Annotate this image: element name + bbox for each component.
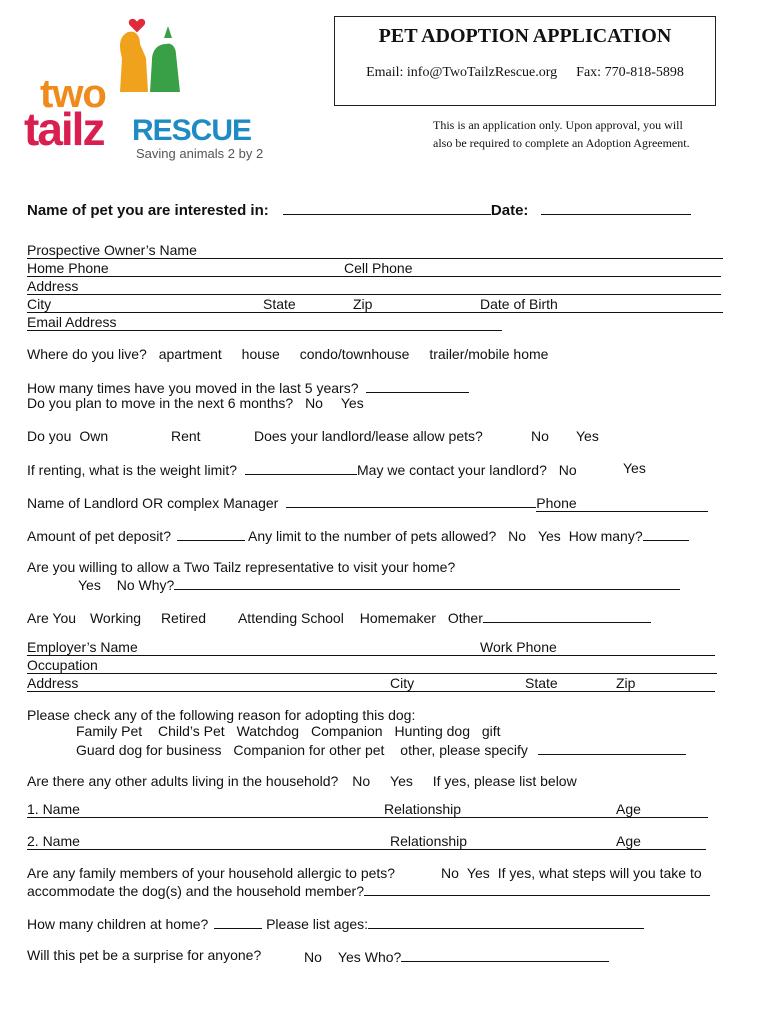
allergy-accommodate-label: accommodate the dog(s) and the household member? [27, 883, 364, 899]
adult-1-name-label: 1. Name [27, 801, 80, 817]
contact-yes-label: Yes [623, 460, 646, 476]
children-count-field[interactable] [214, 914, 262, 929]
allergy-yes-label: Yes [466, 865, 490, 881]
employer-address-label: Address [27, 675, 79, 691]
landlord-name-label: Name of Landlord OR complex Manager [27, 495, 279, 511]
plan-no-label: No [305, 395, 323, 411]
city-state-zip-row[interactable] [27, 296, 723, 313]
allow-no-label: No [531, 428, 549, 444]
owner-email-label: Email Address [27, 314, 117, 330]
reason-watchdog: Watchdog [236, 723, 300, 739]
deposit-row [27, 526, 727, 545]
how-many-field[interactable] [643, 526, 689, 541]
visit-question: Are you willing to allow a Two Tailz representative to visit your home? [27, 559, 456, 575]
adult-1-age-label: Age [616, 801, 641, 817]
other-status-field[interactable] [483, 608, 651, 623]
logo-word-two: two [40, 72, 106, 116]
reason-guard-dog: Guard dog for business [76, 742, 222, 758]
option-condo: condo/townhouse [299, 346, 410, 362]
cell-phone-label: Cell Phone [344, 260, 413, 276]
contact-line [335, 65, 715, 81]
employer-address-row[interactable] [27, 675, 715, 692]
employer-zip-label: Zip [616, 675, 636, 691]
email-value[interactable]: info@TwoTailzRescue.org [406, 65, 558, 80]
reason-childs-pet: Child’s Pet [158, 723, 225, 739]
occupation-label: Occupation [27, 657, 98, 673]
adult-1-relationship-label: Relationship [384, 801, 462, 817]
owner-zip-label: Zip [353, 296, 373, 312]
fax-value: 770-818-5898 [604, 65, 684, 80]
landlord-allow-question: Does your landlord/lease allow pets? [254, 428, 483, 444]
moved-row [27, 378, 469, 396]
owner-address-field[interactable] [27, 278, 721, 295]
owner-city-label: City [27, 296, 52, 312]
adults-row [27, 773, 727, 790]
visit-no-label: No [116, 577, 135, 593]
live-question: Where do you live? [27, 346, 147, 362]
adult-2-relationship-label: Relationship [390, 833, 468, 849]
renting-row [27, 460, 727, 479]
email-label: Email: [366, 65, 404, 80]
adults-yes-label: Yes [390, 773, 413, 789]
adult-row-2[interactable] [27, 833, 706, 850]
why-field[interactable] [174, 575, 680, 590]
moved-count-field[interactable] [366, 378, 469, 393]
adult-2-age-label: Age [616, 833, 641, 849]
adults-question: Are there any other adults living in the household? [27, 773, 339, 789]
landlord-name-field[interactable] [286, 493, 536, 508]
reason-gift: gift [481, 723, 501, 739]
status-row [27, 608, 727, 627]
option-homemaker: Homemaker [359, 610, 436, 626]
logo-word-rescue: RESCUE [132, 114, 252, 147]
employer-city-label: City [390, 675, 415, 691]
contact-landlord-question: May we contact your landlord? [357, 462, 547, 478]
owner-email-field[interactable] [27, 314, 502, 331]
allergy-question: Are any family members of your household allergic to pets? [27, 865, 396, 881]
option-other: Other [447, 610, 483, 626]
home-phone-label: Home Phone [27, 260, 109, 276]
who-label: Who? [364, 949, 402, 965]
deposit-field[interactable] [177, 526, 245, 541]
option-working: Working [89, 610, 142, 626]
two-tailz-rescue-logo [22, 14, 282, 164]
pet-limit-question: Any limit to the number of pets allowed? [248, 528, 497, 544]
weight-question: If renting, what is the weight limit? [27, 462, 238, 478]
status-label: Are You [27, 610, 77, 626]
allow-yes-label: Yes [576, 428, 599, 444]
logo-tagline: Saving animals 2 by 2 [136, 146, 264, 161]
employer-row[interactable] [27, 639, 715, 656]
plan-move-row [27, 395, 364, 412]
phone-row[interactable] [27, 260, 721, 277]
date-label: Date: [490, 202, 529, 219]
option-school: Attending School [237, 610, 344, 626]
reason-companion: Companion [310, 723, 383, 739]
option-trailer: trailer/mobile home [429, 346, 549, 362]
option-apartment: apartment [158, 346, 222, 362]
reason-row-1 [68, 723, 501, 740]
owner-name-field[interactable] [27, 242, 723, 259]
application-note [433, 116, 690, 152]
why-label: Why? [138, 577, 175, 593]
dog-silhouettes-icon [106, 14, 196, 94]
reason-other: other, please specify [400, 742, 528, 758]
allergy-followup: If yes, what steps will you take to [497, 865, 702, 881]
allergy-steps-field[interactable] [364, 881, 710, 896]
date-field[interactable] [541, 200, 691, 215]
own-row [27, 428, 727, 445]
logo-word-tailz: tailz [24, 103, 104, 155]
adults-list-prompt: If yes, please list below [432, 773, 577, 789]
allergy-no-label: No [441, 865, 459, 881]
pet-name-row [27, 200, 691, 219]
visit-answer-row [70, 575, 680, 594]
owner-state-label: State [263, 296, 296, 312]
employer-name-label: Employer’s Name [27, 639, 138, 655]
reason-companion-other: Companion for other pet [233, 742, 385, 758]
option-house: house [241, 346, 280, 362]
surprise-question: Will this pet be a surprise for anyone? [27, 947, 262, 963]
owner-address-label: Address [27, 278, 79, 294]
adult-row-1[interactable] [27, 801, 708, 818]
plan-yes-label: Yes [340, 395, 364, 411]
deposit-label: Amount of pet deposit? [27, 528, 171, 544]
occupation-field[interactable] [27, 657, 717, 674]
own-question: Do you [27, 428, 72, 444]
plan-move-question: Do you plan to move in the next 6 months? [27, 395, 294, 411]
limit-no-label: No [508, 528, 527, 544]
reason-row-2 [68, 740, 686, 759]
option-retired: Retired [160, 610, 207, 626]
children-row [27, 914, 644, 932]
header-box [334, 16, 716, 106]
weight-limit-field[interactable] [245, 460, 357, 475]
other-reason-field[interactable] [538, 740, 686, 755]
ages-field[interactable] [368, 914, 644, 929]
ages-label: Please list ages: [266, 916, 369, 932]
landlord-phone-field[interactable] [536, 495, 708, 512]
allergy-row [27, 865, 747, 881]
employer-state-label: State [525, 675, 558, 691]
page-title: PET ADOPTION APPLICATION [378, 25, 672, 47]
note-line-1: This is an application only. Upon approval, you will [433, 118, 683, 132]
note-line-2: also be required to complete an Adoption Agreement. [433, 136, 690, 150]
visit-yes-label: Yes [78, 577, 101, 593]
limit-yes-label: Yes [537, 528, 561, 544]
surprise-yes-label: Yes [337, 949, 361, 965]
landlord-row [27, 493, 727, 512]
fax-label: Fax: [576, 65, 602, 80]
surprise-row [27, 947, 727, 963]
adult-2-name-label: 2. Name [27, 833, 80, 849]
reason-family-pet: Family Pet [76, 723, 143, 739]
contact-no-label: No [558, 462, 577, 478]
reason-question: Please check any of the following reason for adopting this dog: [27, 707, 416, 723]
pet-name-label: Name of pet you are interested in: [27, 202, 269, 219]
who-field[interactable] [401, 947, 609, 962]
pet-name-field[interactable] [283, 200, 491, 215]
live-row [27, 346, 548, 363]
how-many-label: How many? [568, 528, 643, 544]
dob-label: Date of Birth [480, 296, 558, 312]
moved-question: How many times have you moved in the last 5 years? [27, 380, 359, 396]
reason-hunting-dog: Hunting dog [394, 723, 470, 739]
landlord-phone-label: Phone [536, 495, 577, 511]
adults-no-label: No [352, 773, 371, 789]
owner-name-label: Prospective Owner’s Name [27, 242, 197, 258]
surprise-no-label: No [304, 949, 322, 965]
children-question: How many children at home? [27, 916, 209, 932]
own-label: Own [79, 428, 109, 444]
work-phone-label: Work Phone [480, 639, 557, 655]
allergy-line-2 [27, 881, 710, 899]
rent-label: Rent [171, 428, 201, 444]
